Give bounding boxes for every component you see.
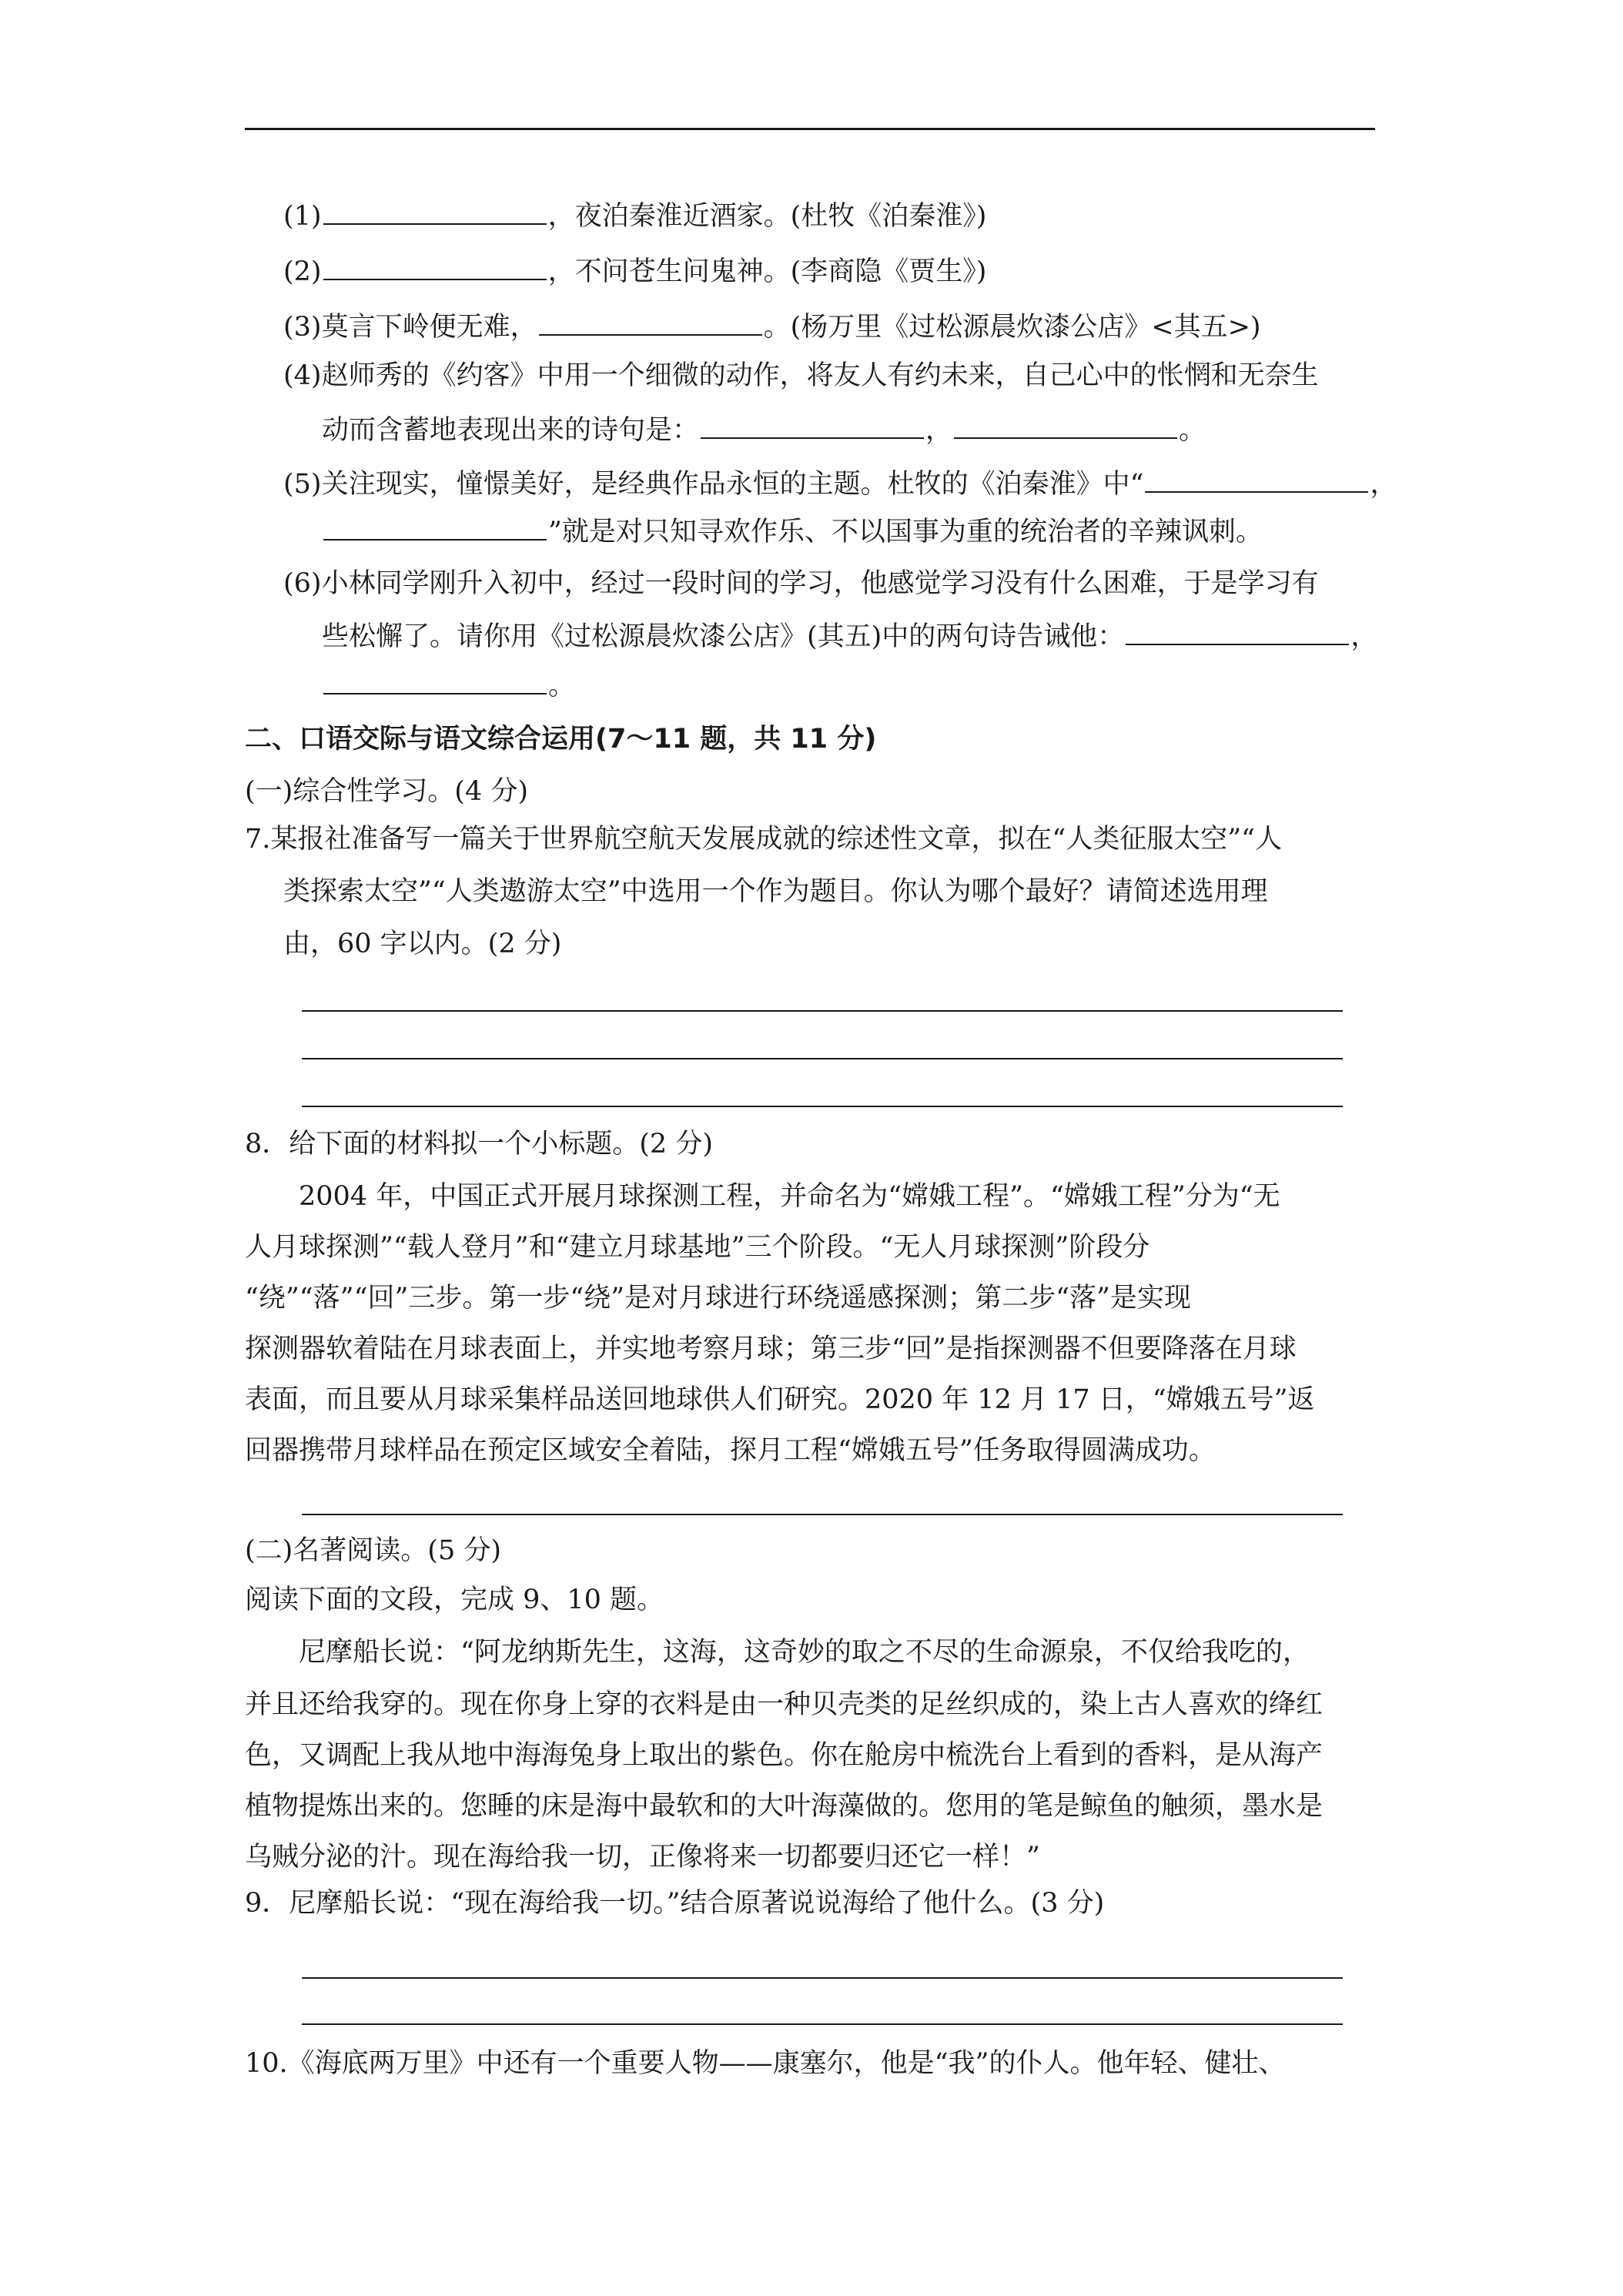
answer-blank[interactable]: [954, 411, 1177, 439]
passage-line: 乌贼分泌的汁。现在海给我一切，正像将来一切都要归还它一样！”: [245, 1842, 1040, 1873]
part-title: (一)综合性学习。(4 分): [245, 776, 529, 807]
material-line: 表面，而且要从月球采集样品送回地球供人们研究。2020 年 12 月 17 日，“嫦娥五号”返: [245, 1384, 1315, 1415]
answer-line[interactable]: [302, 1514, 1343, 1515]
poem-item-5-line2: ”就是对只知寻欢作乐、不以国事为重的统治者的辛辣讽刺。: [322, 513, 1263, 551]
question-7-line2: 类探索太空”“人类遨游太空”中选用一个作为题目。你认为哪个最好？请简述选用理: [283, 876, 1268, 907]
answer-blank[interactable]: [539, 308, 762, 336]
poem-item-2: (2) ，不问苍生问鬼神。(李商隐《贾生》): [283, 253, 986, 290]
material-line: “绕”“落”“回”三步。第一步“绕”是对月球进行环绕遥感探测；第二步“落”是实现: [245, 1283, 1191, 1314]
header-rule: [245, 128, 1375, 130]
answer-line[interactable]: [302, 1058, 1343, 1059]
poem-item-3: (3)莫言下岭便无难， 。(杨万里《过松源晨炊漆公店》<其五>): [283, 308, 1261, 346]
question-10: 10.《海底两万里》中还有一个重要人物——康塞尔，他是“我”的仆人。他年轻、健壮、: [245, 2048, 1286, 2079]
material-line: 人月球探测”“载人登月”和“建立月球基地”三个阶段。“无人月球探测”阶段分: [245, 1232, 1150, 1263]
answer-blank[interactable]: [323, 667, 547, 694]
poem-item-4-line1: (4)赵师秀的《约客》中用一个细微的动作，将友人有约未来，自己心中的怅惘和无奈生: [283, 360, 1319, 391]
material-line: 探测器软着陆在月球表面上，并实地考察月球；第三步“回”是指探测器不但要降落在月球: [245, 1334, 1297, 1364]
poem-item-6-line1: (6)小林同学刚升入初中，经过一段时间的学习，他感觉学习没有什么困难，于是学习有: [283, 568, 1319, 599]
passage-line: 并且还给我穿的。现在你身上穿的衣料是由一种贝壳类的足丝织成的，染上古人喜欢的绛红: [245, 1689, 1323, 1720]
poem-item-5-line1: (5)关注现实，憧憬美好，是经典作品永恒的主题。杜牧的《泊秦淮》中“ ，: [283, 465, 1397, 503]
answer-blank[interactable]: [323, 197, 547, 225]
poem-item-1: (1) ，夜泊秦淮近酒家。(杜牧《泊秦淮》): [283, 197, 986, 235]
material-line: 2004 年，中国正式开展月球探测工程，并命名为“嫦娥工程”。“嫦娥工程”分为“无: [299, 1181, 1280, 1212]
material-line: 回器携带月球样品在预定区域安全着陆，探月工程“嫦娥五号”任务取得圆满成功。: [245, 1435, 1216, 1466]
answer-line[interactable]: [302, 1977, 1343, 1979]
passage-line: 色，又调配上我从地中海海兔身上取出的紫色。你在舱房中梳洗台上看到的香料，是从海产: [245, 1740, 1323, 1771]
answer-line[interactable]: [302, 1106, 1343, 1107]
question-7-line3: 由，60 字以内。(2 分): [283, 929, 562, 959]
reading-intro: 阅读下面的文段，完成 9、10 题。: [245, 1585, 664, 1615]
poem-item-6-line3: 。: [322, 667, 575, 705]
answer-blank[interactable]: [1145, 465, 1368, 493]
question-8-title: 8．给下面的材料拟一个小标题。(2 分): [245, 1129, 713, 1160]
answer-blank[interactable]: [1126, 618, 1349, 645]
poem-item-4-line2: 动而含蓄地表现出来的诗句是： ， 。: [322, 411, 1206, 449]
passage-line: 植物提炼出来的。您睡的床是海中最软和的大叶海藻做的。您用的笔是鲸鱼的触须，墨水是: [245, 1791, 1323, 1822]
passage-line: 尼摩船长说：“阿龙纳斯先生，这海，这奇妙的取之不尽的生命源泉，不仅给我吃的，: [299, 1637, 1310, 1668]
poem-item-6-line2: 些松懈了。请你用《过松源晨炊漆公店》(其五)中的两句诗告诫他： ，: [322, 618, 1377, 655]
section-title: 二、口语交际与语文综合运用(7～11 题，共 11 分): [245, 724, 877, 755]
part-title: (二)名著阅读。(5 分): [245, 1535, 502, 1566]
answer-blank[interactable]: [323, 513, 547, 541]
answer-line[interactable]: [302, 1010, 1343, 1012]
question-9: 9．尼摩船长说：“现在海给我一切。”结合原著说说海给了他什么。(3 分): [245, 1888, 1105, 1919]
question-7-line1: 7.某报社准备写一篇关于世界航空航天发展成就的综述性文章，拟在“人类征服太空”“人: [245, 824, 1283, 855]
answer-blank[interactable]: [701, 411, 924, 439]
answer-line[interactable]: [302, 2023, 1343, 2025]
answer-blank[interactable]: [323, 253, 547, 280]
